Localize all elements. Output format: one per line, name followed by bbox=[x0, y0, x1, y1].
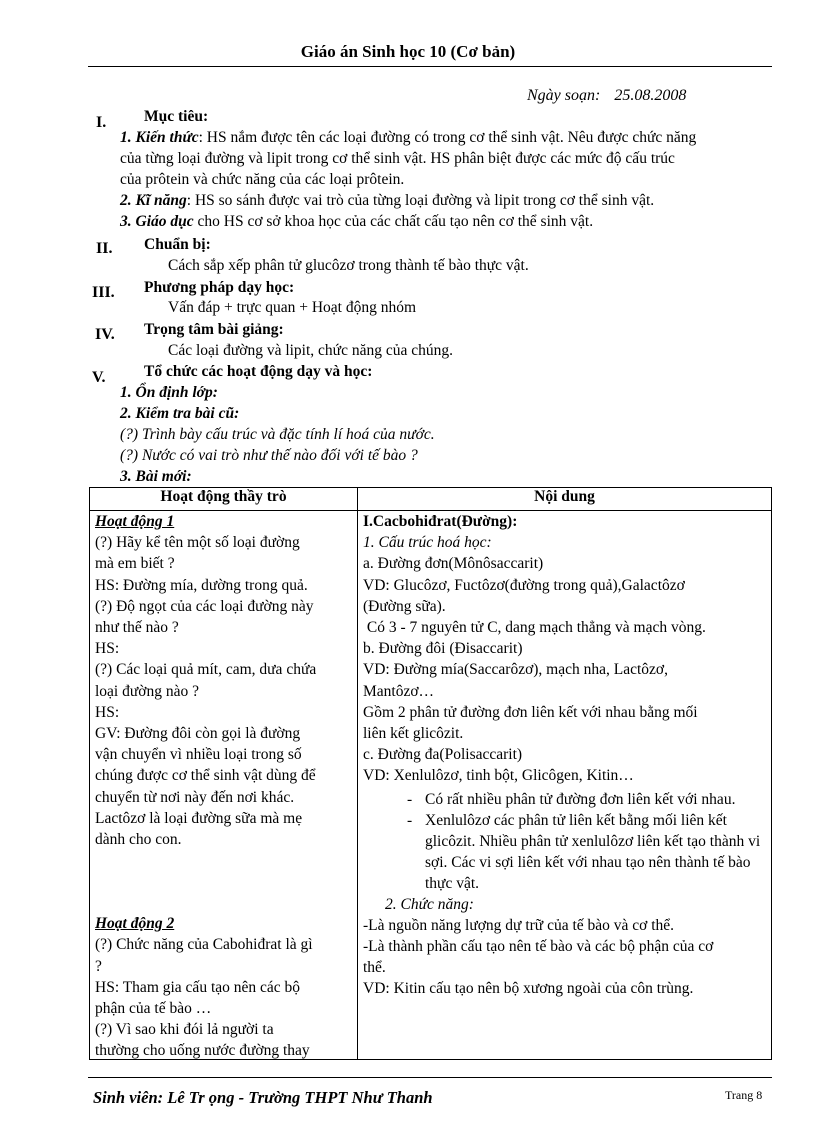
table-header-row bbox=[90, 488, 772, 511]
list-item: HS: bbox=[95, 703, 120, 721]
skill-label: 2. Kĩ năng bbox=[120, 192, 187, 209]
list-item: b. Đường đôi (Đisaccarit) bbox=[363, 640, 523, 658]
list-item: HS: Đường mía, dường trong quả. bbox=[95, 576, 308, 594]
section-5-item-3: 3. Bài mới: bbox=[120, 468, 192, 485]
activities-cell bbox=[90, 511, 358, 1060]
footer-text: Sinh viên: Lê Tr ọng - Trường THPT Như Thanh bbox=[93, 1088, 433, 1107]
header-content: Nội dung bbox=[358, 488, 772, 511]
bullet-item bbox=[363, 810, 766, 894]
bullet-text: Có rất nhiều phân tử đường đơn liên kết với nhau. bbox=[425, 790, 736, 808]
section-4-number: IV. bbox=[95, 326, 115, 343]
bullet-text: Xenlulôzơ các phân tử liên kết bằng mối liên kết glicôzit. Nhiều phân tử xenlulôzơ liên kết tạo thành vi sợi. Các vi sợi liên kết với nhau tạo nên thành tế bào thực vật. bbox=[425, 811, 761, 892]
list-item: dành cho con. bbox=[95, 831, 182, 849]
activity-1-heading: Hoạt động 1 bbox=[95, 513, 175, 530]
section-5-item-2: 2. Kiểm tra bài cũ: bbox=[120, 405, 240, 422]
header-title: Giáo án Sinh học 10 (Cơ bản) bbox=[300, 42, 516, 61]
list-item: -Là thành phần cấu tạo nên tế bào và các bộ phận của cơ bbox=[363, 938, 714, 956]
page-number: Trang 8 bbox=[725, 1088, 763, 1102]
list-item: thể. bbox=[363, 959, 386, 977]
section-1-line-1 bbox=[120, 128, 696, 148]
list-item: GV: Đường đôi còn gọi là đường bbox=[95, 725, 301, 743]
carbohydrate-heading: I.Cacbohiđrat(Đường): bbox=[363, 513, 518, 530]
list-item: (?) Độ ngọt của các loại đường này bbox=[95, 597, 314, 615]
list-item: (?) Hãy kể tên một số loại đường bbox=[95, 534, 300, 552]
structure-subheading: 1. Cấu trúc hoá học: bbox=[363, 534, 492, 552]
section-2-number: II. bbox=[96, 240, 113, 257]
list-item: mà em biết ? bbox=[95, 555, 175, 573]
content-cell bbox=[358, 511, 772, 1060]
list-item: (?) Vì sao khi đói lả người ta bbox=[95, 1021, 274, 1039]
review-question-2: (?) Nước có vai trò như thế nào đối với tế bào ? bbox=[120, 447, 418, 464]
section-5-title: Tổ chức các hoạt động dạy và học: bbox=[144, 363, 373, 380]
list-item: liên kết glicôzit. bbox=[363, 725, 464, 743]
list-item: VD: Xenlulôzơ, tinh bột, Glicôgen, Kitin… bbox=[363, 767, 634, 785]
function-subheading: 2. Chức năng: bbox=[385, 895, 474, 913]
review-question-1: (?) Trình bày cấu trúc và đặc tính lí hoá của nước. bbox=[120, 426, 435, 443]
list-item: c. Đường đa(Polisaccarit) bbox=[363, 746, 523, 764]
activity-2-heading: Hoạt động 2 bbox=[95, 915, 175, 933]
list-item: (?) Các loại quả mít, cam, dưa chứa bbox=[95, 661, 317, 679]
list-item: phận của tế bào … bbox=[95, 1000, 212, 1018]
section-2-title: Chuẩn bị: bbox=[144, 236, 211, 253]
skill-text: : HS so sánh được vai trò của từng loại đường và lipit trong cơ thể sinh vật. bbox=[186, 192, 655, 209]
bullet-dash: - bbox=[407, 790, 413, 808]
section-1-line-4 bbox=[120, 191, 654, 211]
knowledge-label: 1. Kiến thức bbox=[120, 129, 199, 146]
list-item: chuyển từ nơi này đến nơi khác. bbox=[95, 788, 295, 806]
list-item: Gồm 2 phân tử đường đơn liên kết với nhau bằng mối bbox=[363, 703, 698, 721]
section-1-number: I. bbox=[96, 114, 107, 131]
section-3-number: III. bbox=[92, 284, 115, 301]
bullet-item bbox=[363, 789, 766, 810]
table-body-row bbox=[90, 511, 772, 1060]
section-4-text: Các loại đường và lipit, chức năng của chúng. bbox=[168, 342, 453, 359]
section-5-number: V. bbox=[92, 369, 106, 386]
list-item: a. Đường đơn(Mônôsaccarit) bbox=[363, 555, 544, 573]
date-label: Ngày soạn: bbox=[527, 87, 601, 104]
list-item: Có 3 - 7 nguyên tử C, dang mạch thẳng và mạch vòng. bbox=[363, 619, 706, 637]
list-item: Mantôzơ… bbox=[363, 682, 435, 700]
footer-rule bbox=[88, 1077, 772, 1078]
spacer bbox=[95, 850, 352, 913]
list-item: HS: bbox=[95, 640, 120, 658]
list-item: VD: Kitin cấu tạo nên bộ xương ngoài của côn trùng. bbox=[363, 980, 694, 998]
list-item: thường cho uống nước đường thay bbox=[95, 1042, 310, 1059]
list-item: chúng được cơ thể sinh vật dùng để bbox=[95, 767, 316, 785]
section-3-title: Phương pháp dạy học: bbox=[144, 279, 295, 296]
education-text: cho HS cơ sở khoa học của các chất cấu tạo nên cơ thể sinh vật. bbox=[193, 213, 594, 230]
lesson-table bbox=[89, 487, 772, 1060]
section-4-title: Trọng tâm bài giảng: bbox=[144, 321, 284, 338]
list-item: như thế nào ? bbox=[95, 619, 179, 637]
section-1-line-3: của prôtein và chức năng của các loại prôtein. bbox=[120, 171, 405, 188]
header-rule bbox=[88, 66, 772, 67]
bullet-dash: - bbox=[407, 811, 413, 829]
list-item: (?) Chức năng của Cabohiđrat là gì bbox=[95, 936, 313, 954]
list-item: ? bbox=[95, 957, 102, 975]
education-label: 3. Giáo dục bbox=[120, 213, 194, 230]
section-1-title: Mục tiêu: bbox=[144, 108, 209, 125]
knowledge-text: : HS nắm được tên các loại đường có trong cơ thể sinh vật. Nêu được chức năng bbox=[198, 129, 697, 146]
section-2-text: Cách sắp xếp phân tử glucôzơ trong thành tế bào thực vật. bbox=[168, 257, 529, 274]
header-activities: Hoạt động thầy trò bbox=[90, 488, 358, 511]
section-3-text: Vấn đáp + trực quan + Hoạt động nhóm bbox=[168, 299, 416, 316]
date-line bbox=[527, 87, 686, 105]
date-value: 25.08.2008 bbox=[614, 87, 687, 104]
list-item: loại đường nào ? bbox=[95, 682, 199, 700]
section-1-line-2: của từng loại đường và lipit trong cơ thể sinh vật. HS phân biệt được các mức độ cấu trúc bbox=[120, 150, 675, 167]
section-1-line-5 bbox=[120, 212, 593, 232]
list-item: HS: Tham gia cấu tạo nên các bộ bbox=[95, 978, 301, 996]
list-item: VD: Đường mía(Saccarôzơ), mạch nha, Lactôzơ, bbox=[363, 661, 668, 679]
list-item: VD: Glucôzơ, Fuctôzơ(đường trong quả),Galactôzơ bbox=[363, 576, 685, 594]
list-item: (Đường sữa). bbox=[363, 597, 446, 615]
list-item: Lactôzơ là loại đường sữa mà mẹ bbox=[95, 809, 303, 827]
list-item: -Là nguồn năng lượng dự trữ của tế bào và cơ thể. bbox=[363, 916, 675, 934]
list-item: vận chuyển vì nhiều loại trong số bbox=[95, 746, 302, 764]
section-5-item-1: 1. Ổn định lớp: bbox=[120, 384, 218, 401]
